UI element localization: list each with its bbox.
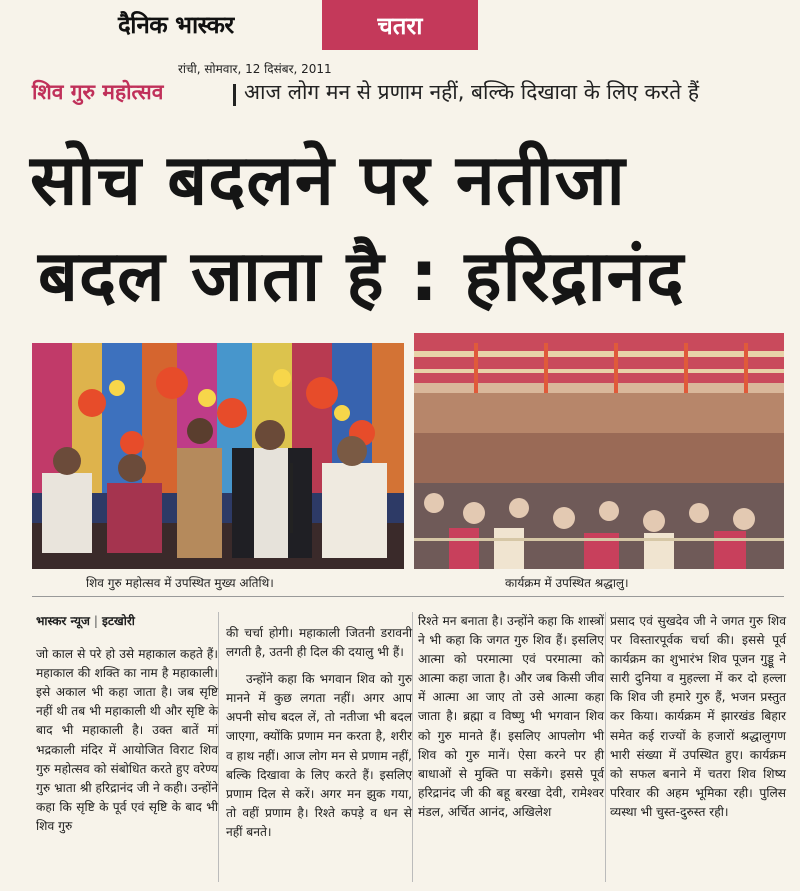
newspaper-name: दैनिक भास्कर — [118, 10, 234, 39]
byline-place: इटखोरी — [101, 614, 135, 628]
byline-source: भास्कर न्यूज — [36, 614, 90, 628]
byline: भास्कर न्यूज | इटखोरी — [36, 614, 135, 628]
edition-label: चतरा — [322, 0, 478, 50]
left-photo-caption: शिव गुरु महोत्सव में उपस्थित मुख्य अतिथि। — [86, 576, 274, 590]
article-text: रिश्ते मन बनाता है। उन्होंने कहा कि शास्त्रों ने भी कहा कि जगत गुरु शिव हैं। इसलिए आत्मा को परमात्मा एवं परमात्मा को आत्मा कहा जाता है। और जब किसी जीव में आत्मा आ जाए तो उसे आत्मा कहा जाता है। ब्रह्मा व विष्णु भी भगवान शिव को गुरु मानते हैं। इसलिए आपलोग भी शिव को गुरु मानें। ऐसा करने पर ही बाधाओं से मुक्ति पा सकेंगे। इससे पूर्व हरिद्रानंद जी की बहू बरखा देवी, रामेश्वर मंडल, अर्चित आनंद, अखिलेश — [418, 614, 604, 819]
dateline: रांची, सोमवार, 12 दिसंबर, 2011 — [178, 62, 332, 76]
divider — [32, 596, 784, 597]
kicker-text: आज लोग मन से प्रणाम नहीं, बल्कि दिखावा के लिए करते हैं — [244, 80, 700, 104]
article-column-1 — [36, 612, 218, 836]
column-divider — [218, 612, 219, 882]
column-divider — [412, 612, 413, 882]
article-column-4 — [610, 612, 786, 822]
article-column-3 — [418, 612, 604, 822]
stage-photo — [32, 343, 404, 569]
article-text: की चर्चा होगी। महाकाली जितनी डरावनी लगती है, उतनी ही दिल की दयालु भी हैं। — [226, 626, 412, 660]
crowd-photo — [414, 333, 784, 569]
kicker-divider — [233, 84, 236, 106]
masthead — [0, 0, 800, 58]
kicker — [32, 78, 792, 112]
right-photo-caption: कार्यक्रम में उपस्थित श्रद्धालु। — [505, 576, 629, 590]
kicker-label: शिव गुरु महोत्सव — [32, 80, 164, 104]
article-column-2 — [226, 624, 412, 842]
article-text: उन्होंने कहा कि भगवान शिव को गुरु मानने में कुछ लगता नहीं। अगर आप अपनी सोच बदल लें, तो नतीजा भी बदल जाएगा, क्योंकि प्रणाम मन करता है, शरीर व हाथ नहीं। आज लोग मन से प्रणाम नहीं, बल्कि दिखावा के लिए करते हैं। इसलिए प्रणाम दिल से करें। अगर मन झुक गया, तो वहीं प्रणाम है। रिश्ते कपड़े व धन से नहीं बनते। — [226, 672, 412, 839]
headline-line-2: बदल जाता है : हरिद्रानंद — [38, 235, 685, 317]
headline-line-1: सोच बदलने पर नतीजा — [30, 139, 626, 221]
article-text: जो काल से परे हो उसे महाकाल कहते हैं। महाकाल की शक्ति का नाम है महाकाली। इसे अकाल भी कहा जाता है। जब सृष्टि नहीं थी तब भी महाकाली थी और सृष्टि के बाद भी महाकाली है। उक्त बातें मां भद्रकाली मंदिर में आयोजित विराट शिव गुरु महोत्सव को संबोधित करते हुए वरेण्य गुरु भ्राता श्री हरिद्रानंद जी ने कही। उन्होंने कहा कि सृष्टि के पूर्व एवं सृष्टि के बाद भी शिव गुरु — [36, 647, 218, 833]
article-text: प्रसाद एवं सुखदेव जी ने जगत गुरु शिव पर विस्तारपूर्वक चर्चा की। इससे पूर्व कार्यक्रम का शुभारंभ शिव पूजन गुड्डू ने सारी दुनिया व मुहल्ला में कर दो हल्ला कि शिव जी हमारे गुरु हैं, भजन प्रस्तुत कर किया। कार्यक्रम में झारखंड बिहार समेत कई राज्यों के हजारों श्रद्धालुगण भारी संख्या में उपस्थित हुए। कार्यक्रम को सफल बनाने में चतरा शिव शिष्य परिवार की अहम भूमिका रही। पुलिस व्यस्था भी चुस्त-दुरुस्त रही। — [610, 614, 786, 819]
column-divider — [605, 612, 606, 882]
headline — [30, 132, 790, 324]
